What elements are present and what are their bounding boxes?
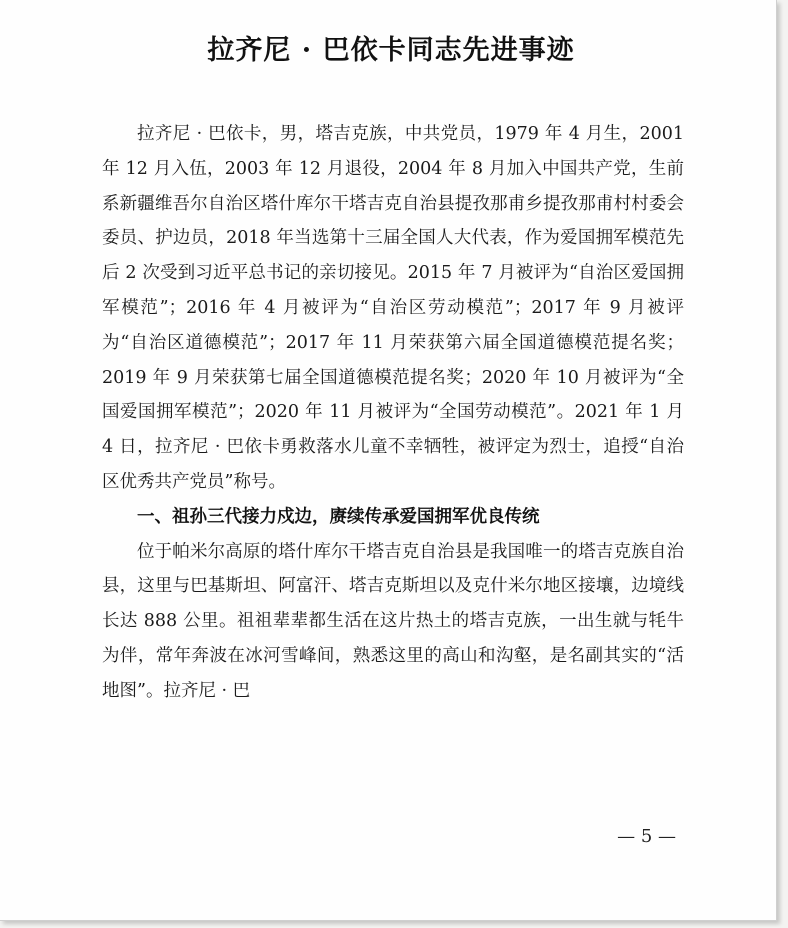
page-number: — 5 — [617,826,676,847]
paragraph-border-county: 位于帕米尔高原的塔什库尔干塔吉克自治县是我国唯一的塔吉克族自治县，这里与巴基斯坦、阿富汗、塔吉克斯坦以及克什米尔地区接壤，边境线长达 888 公里。祖祖辈辈都生活在这片热土的塔吉克族，一出生就与牦牛为伴，常年奔波在冰河雪峰间，熟悉这里的高山和沟壑，是名副其实的“活地图”。拉齐尼 · 巴 [102,541,684,701]
section-heading-1: 一、祖孙三代接力戍边，赓续传承爱国拥军优良传统 [137,506,540,527]
document-title: 拉齐尼 · 巴依卡同志先进事迹 [207,35,575,66]
document-body [102,117,684,709]
paragraph-biography: 拉齐尼 · 巴依卡，男，塔吉克族，中共党员，1979 年 4 月生，2001 年 12 月入伍，2003 年 12 月退役，2004 年 8 月加入中国共产党，生前系新疆维吾尔自治区塔什库尔干塔吉克自治县提孜那甫乡提孜那甫村村委会委员、护边员，2018 年当选第十三届全国人大代表，作为爱国拥军模范先后 2 次受到习近平总书记的亲切接见。2015 年 7 月被评为“自治区爱国拥军模范”；2016 年 4 月被评为“自治区劳动模范”；2017 年 9 月被评为“自治区道德模范”；2017 年 11 月荣获第六届全国道德模范提名奖；2019 年 9 月荣获第七届全国道德模范提名奖；2020 年 10 月被评为“全国爱国拥军模范”；2020 年 11 月被评为“全国劳动模范”。2021 年 1 月 4 日，拉齐尼 · 巴依卡勇救落水儿童不幸牺牲，被评定为烈士，追授“自治区优秀共产党员”称号。 [102,124,684,492]
